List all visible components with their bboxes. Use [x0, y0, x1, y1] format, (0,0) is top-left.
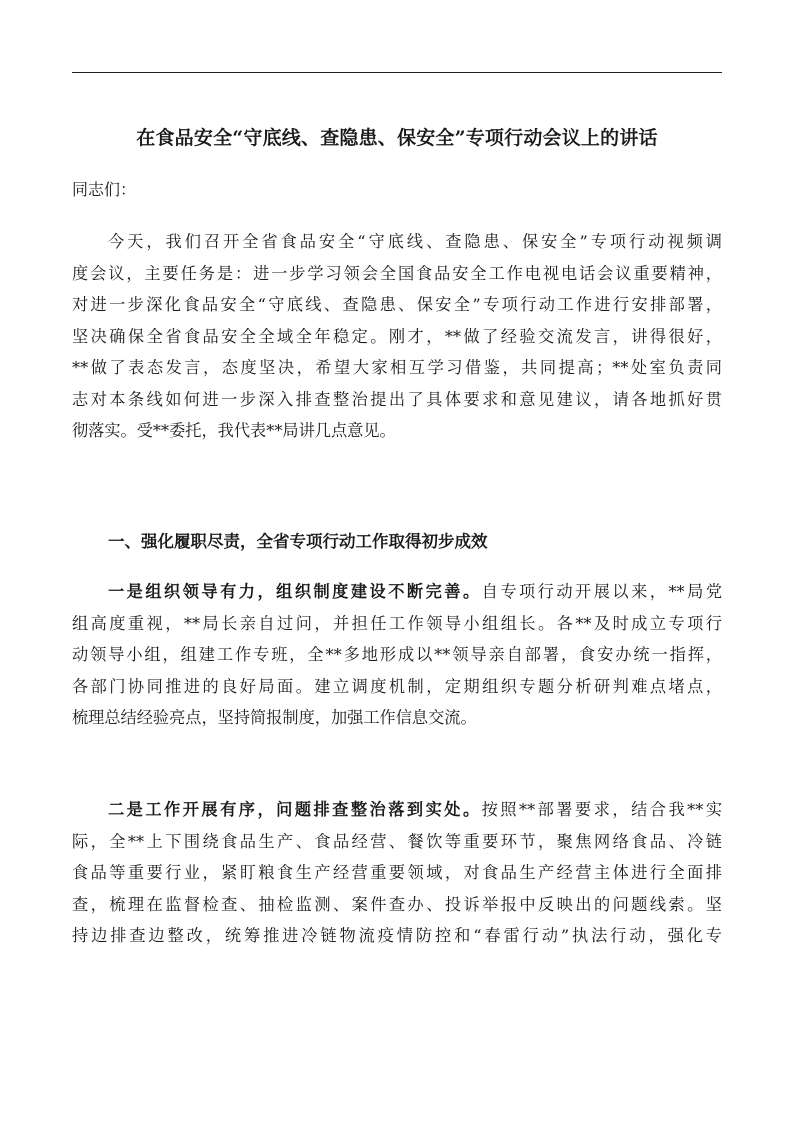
point-two-paragraph [72, 794, 722, 994]
paragraph-line: 各部门协同推进的良好局面。建立调度机制，定期组织专题分析研判难点堵点， [72, 676, 722, 696]
paragraph-line [72, 794, 722, 826]
paragraph-line: 持边排查边整改，统筹推进冷链物流疫情防控和“春雷行动”执法行动，强化专 [72, 926, 722, 945]
point-one-first-line-rest: 自专项行动开展以来，**局党 [481, 582, 723, 601]
paragraph-line [72, 576, 722, 608]
paragraph-line: 际，全**上下围绕食品生产、食品经营、餐饮等重要环节，聚焦网络食品、冷链 [72, 831, 722, 851]
paragraph-line: **做了表态发言，态度坚决，希望大家相互学习借鉴，共同提高；**处室负责同 [72, 358, 722, 377]
paragraph-line: 坚决确保全省食品安全全域全年稳定。刚才，**做了经验交流发言，讲得很好， [72, 326, 722, 346]
point-two-lead: 二是工作开展有序，问题排查整治落到实处。 [108, 800, 482, 819]
paragraph-line: 动领导小组，组建工作专班，全**多地形成以**领导亲自部署，食安办统一指挥， [72, 645, 722, 664]
paragraph-line: 食品等重要行业，紧盯粮食生产经营重要领域，对食品生产经营主体进行全面排 [72, 863, 722, 882]
paragraph-line: 查，梳理在监督检查、抽检监测、案件查办、投诉举报中反映出的问题线索。坚 [72, 894, 722, 914]
point-two-first-line-rest: 按照**部署要求，结合我**实 [481, 800, 723, 819]
salutation: 同志们： [72, 180, 137, 199]
paragraph-line: 志对本条线如何进一步深入排查整治提出了具体要求和意见建议，请各地抓好贯 [72, 389, 722, 409]
paragraph-line: 今天，我们召开全省食品安全“守底线、查隐患、保安全”专项行动视频调 [108, 232, 722, 251]
paragraph-line: 组高度重视，**局长亲自过问，并担任工作领导小组组长。各**及时成立专项行 [72, 613, 722, 633]
paragraph-line: 梳理总结经验亮点，坚持简报制度，加强工作信息交流。 [72, 708, 477, 727]
section-heading: 一、强化履职尽责，全省专项行动工作取得初步成效 [108, 532, 488, 551]
paragraph-line: 对进一步深化食品安全“守底线、查隐患、保安全”专项行动工作进行安排部署， [72, 295, 722, 314]
point-one-lead: 一是组织领导有力，组织制度建设不断完善。 [108, 582, 482, 601]
paragraph-line: 彻落实。受**委托，我代表**局讲几点意见。 [72, 421, 396, 440]
point-one-paragraph [72, 576, 722, 772]
opening-paragraph [72, 226, 722, 494]
header-rule [72, 72, 722, 73]
document-title: 在食品安全“守底线、查隐患、保安全”专项行动会议上的讲话 [136, 127, 658, 149]
paragraph-line: 度会议，主要任务是：进一步学习领会全国食品安全工作电视电话会议重要精神， [72, 263, 722, 283]
